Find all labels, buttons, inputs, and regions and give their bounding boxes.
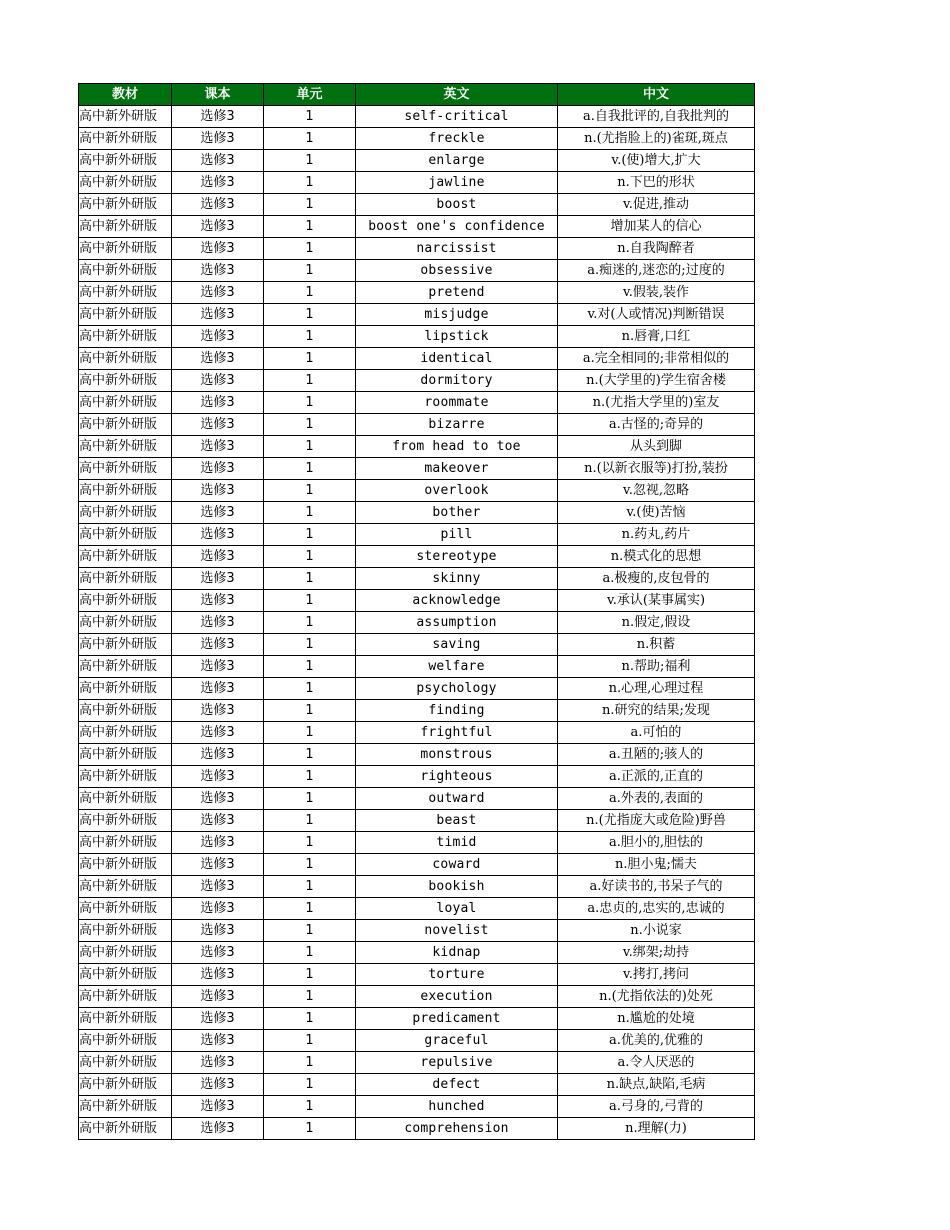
cell-chinese: n.帮助;福利 <box>558 656 755 678</box>
cell-book: 选修3 <box>172 612 264 634</box>
cell-english: welfare <box>356 656 558 678</box>
cell-english: skinny <box>356 568 558 590</box>
table-row <box>79 260 755 282</box>
cell-chinese: a.胆小的,胆怯的 <box>558 832 755 854</box>
cell-unit: 1 <box>264 326 356 348</box>
cell-unit: 1 <box>264 172 356 194</box>
cell-unit: 1 <box>264 436 356 458</box>
cell-book: 选修3 <box>172 1074 264 1096</box>
cell-book: 选修3 <box>172 942 264 964</box>
cell-english: narcissist <box>356 238 558 260</box>
cell-unit: 1 <box>264 656 356 678</box>
cell-unit: 1 <box>264 260 356 282</box>
cell-english: pill <box>356 524 558 546</box>
cell-chinese: n.尴尬的处境 <box>558 1008 755 1030</box>
cell-book: 选修3 <box>172 524 264 546</box>
cell-textbook: 高中新外研版 <box>79 700 172 722</box>
cell-unit: 1 <box>264 1008 356 1030</box>
table-row <box>79 458 755 480</box>
table-row <box>79 744 755 766</box>
table-row <box>79 678 755 700</box>
table-row <box>79 788 755 810</box>
cell-english: repulsive <box>356 1052 558 1074</box>
cell-english: bizarre <box>356 414 558 436</box>
cell-unit: 1 <box>264 876 356 898</box>
cell-book: 选修3 <box>172 458 264 480</box>
cell-chinese: a.古怪的;奇异的 <box>558 414 755 436</box>
cell-book: 选修3 <box>172 744 264 766</box>
cell-book: 选修3 <box>172 876 264 898</box>
cell-textbook: 高中新外研版 <box>79 1074 172 1096</box>
cell-textbook: 高中新外研版 <box>79 766 172 788</box>
cell-book: 选修3 <box>172 920 264 942</box>
cell-english: novelist <box>356 920 558 942</box>
cell-unit: 1 <box>264 854 356 876</box>
vocab-table <box>78 83 755 1140</box>
cell-english: jawline <box>356 172 558 194</box>
cell-english: hunched <box>356 1096 558 1118</box>
cell-book: 选修3 <box>172 194 264 216</box>
table-row <box>79 634 755 656</box>
cell-textbook: 高中新外研版 <box>79 502 172 524</box>
cell-english: freckle <box>356 128 558 150</box>
cell-textbook: 高中新外研版 <box>79 370 172 392</box>
cell-textbook: 高中新外研版 <box>79 678 172 700</box>
cell-english: graceful <box>356 1030 558 1052</box>
cell-chinese: v.促进,推动 <box>558 194 755 216</box>
header-unit: 单元 <box>264 84 356 106</box>
header-textbook: 教材 <box>79 84 172 106</box>
cell-unit: 1 <box>264 392 356 414</box>
table-row <box>79 1074 755 1096</box>
cell-chinese: n.模式化的思想 <box>558 546 755 568</box>
cell-english: misjudge <box>356 304 558 326</box>
cell-textbook: 高中新外研版 <box>79 788 172 810</box>
table-row <box>79 1030 755 1052</box>
cell-chinese: a.正派的,正直的 <box>558 766 755 788</box>
table-row <box>79 656 755 678</box>
cell-book: 选修3 <box>172 722 264 744</box>
cell-textbook: 高中新外研版 <box>79 876 172 898</box>
cell-chinese: n.(以新衣服等)打扮,装扮 <box>558 458 755 480</box>
cell-unit: 1 <box>264 216 356 238</box>
cell-book: 选修3 <box>172 546 264 568</box>
cell-textbook: 高中新外研版 <box>79 964 172 986</box>
cell-unit: 1 <box>264 194 356 216</box>
cell-unit: 1 <box>264 502 356 524</box>
cell-book: 选修3 <box>172 832 264 854</box>
cell-chinese: a.弓身的,弓背的 <box>558 1096 755 1118</box>
cell-english: dormitory <box>356 370 558 392</box>
cell-textbook: 高中新外研版 <box>79 150 172 172</box>
cell-textbook: 高中新外研版 <box>79 722 172 744</box>
cell-unit: 1 <box>264 546 356 568</box>
cell-chinese: v.对(人或情况)判断错误 <box>558 304 755 326</box>
cell-chinese: n.(尤指大学里的)室友 <box>558 392 755 414</box>
cell-book: 选修3 <box>172 1030 264 1052</box>
cell-english: makeover <box>356 458 558 480</box>
cell-textbook: 高中新外研版 <box>79 458 172 480</box>
table-row <box>79 414 755 436</box>
cell-textbook: 高中新外研版 <box>79 832 172 854</box>
cell-english: self-critical <box>356 106 558 128</box>
cell-english: timid <box>356 832 558 854</box>
cell-chinese: n.小说家 <box>558 920 755 942</box>
cell-textbook: 高中新外研版 <box>79 392 172 414</box>
cell-book: 选修3 <box>172 788 264 810</box>
cell-chinese: a.完全相同的;非常相似的 <box>558 348 755 370</box>
cell-book: 选修3 <box>172 700 264 722</box>
table-row <box>79 722 755 744</box>
cell-english: defect <box>356 1074 558 1096</box>
header-english: 英文 <box>356 84 558 106</box>
cell-textbook: 高中新外研版 <box>79 656 172 678</box>
cell-chinese: n.(尤指依法的)处死 <box>558 986 755 1008</box>
cell-english: boost <box>356 194 558 216</box>
cell-textbook: 高中新外研版 <box>79 524 172 546</box>
cell-unit: 1 <box>264 722 356 744</box>
cell-english: torture <box>356 964 558 986</box>
cell-chinese: n.积蓄 <box>558 634 755 656</box>
table-row <box>79 348 755 370</box>
cell-chinese: a.外表的,表面的 <box>558 788 755 810</box>
cell-book: 选修3 <box>172 854 264 876</box>
cell-chinese: n.理解(力) <box>558 1118 755 1140</box>
cell-textbook: 高中新外研版 <box>79 1096 172 1118</box>
cell-textbook: 高中新外研版 <box>79 568 172 590</box>
table-row <box>79 238 755 260</box>
cell-book: 选修3 <box>172 568 264 590</box>
cell-textbook: 高中新外研版 <box>79 348 172 370</box>
cell-english: roommate <box>356 392 558 414</box>
cell-chinese: a.自我批评的,自我批判的 <box>558 106 755 128</box>
cell-unit: 1 <box>264 832 356 854</box>
cell-chinese: 从头到脚 <box>558 436 755 458</box>
table-row <box>79 172 755 194</box>
cell-english: coward <box>356 854 558 876</box>
header-chinese: 中文 <box>558 84 755 106</box>
cell-unit: 1 <box>264 700 356 722</box>
cell-chinese: a.令人厌恶的 <box>558 1052 755 1074</box>
cell-unit: 1 <box>264 480 356 502</box>
table-row <box>79 1118 755 1140</box>
table-row <box>79 128 755 150</box>
cell-textbook: 高中新外研版 <box>79 590 172 612</box>
cell-english: monstrous <box>356 744 558 766</box>
cell-english: enlarge <box>356 150 558 172</box>
cell-chinese: v.忽视,忽略 <box>558 480 755 502</box>
cell-textbook: 高中新外研版 <box>79 106 172 128</box>
table-row <box>79 876 755 898</box>
table-row <box>79 480 755 502</box>
cell-textbook: 高中新外研版 <box>79 942 172 964</box>
cell-unit: 1 <box>264 1030 356 1052</box>
cell-english: righteous <box>356 766 558 788</box>
cell-textbook: 高中新外研版 <box>79 744 172 766</box>
table-header <box>79 84 755 106</box>
cell-textbook: 高中新外研版 <box>79 194 172 216</box>
cell-unit: 1 <box>264 1096 356 1118</box>
cell-unit: 1 <box>264 898 356 920</box>
cell-chinese: v.(使)增大,扩大 <box>558 150 755 172</box>
cell-book: 选修3 <box>172 656 264 678</box>
cell-unit: 1 <box>264 810 356 832</box>
cell-unit: 1 <box>264 1118 356 1140</box>
cell-english: loyal <box>356 898 558 920</box>
table-row <box>79 326 755 348</box>
cell-chinese: a.丑陋的;骇人的 <box>558 744 755 766</box>
cell-textbook: 高中新外研版 <box>79 898 172 920</box>
cell-textbook: 高中新外研版 <box>79 480 172 502</box>
cell-english: boost one's confidence <box>356 216 558 238</box>
cell-book: 选修3 <box>172 216 264 238</box>
cell-textbook: 高中新外研版 <box>79 414 172 436</box>
cell-unit: 1 <box>264 590 356 612</box>
table-body <box>79 106 755 1140</box>
cell-chinese: n.下巴的形状 <box>558 172 755 194</box>
cell-book: 选修3 <box>172 392 264 414</box>
cell-textbook: 高中新外研版 <box>79 634 172 656</box>
table-row <box>79 920 755 942</box>
cell-book: 选修3 <box>172 348 264 370</box>
table-row <box>79 194 755 216</box>
cell-book: 选修3 <box>172 128 264 150</box>
table-row <box>79 986 755 1008</box>
cell-book: 选修3 <box>172 634 264 656</box>
cell-unit: 1 <box>264 304 356 326</box>
cell-unit: 1 <box>264 238 356 260</box>
cell-chinese: a.好读书的,书呆子气的 <box>558 876 755 898</box>
table-row <box>79 854 755 876</box>
cell-book: 选修3 <box>172 766 264 788</box>
table-row <box>79 766 755 788</box>
cell-textbook: 高中新外研版 <box>79 986 172 1008</box>
cell-chinese: n.自我陶醉者 <box>558 238 755 260</box>
cell-english: execution <box>356 986 558 1008</box>
cell-textbook: 高中新外研版 <box>79 546 172 568</box>
table-row <box>79 612 755 634</box>
table-row <box>79 106 755 128</box>
table-row <box>79 524 755 546</box>
cell-textbook: 高中新外研版 <box>79 1052 172 1074</box>
cell-english: identical <box>356 348 558 370</box>
cell-book: 选修3 <box>172 502 264 524</box>
cell-chinese: v.假装,装作 <box>558 282 755 304</box>
cell-english: predicament <box>356 1008 558 1030</box>
table-row <box>79 304 755 326</box>
table-row <box>79 590 755 612</box>
cell-textbook: 高中新外研版 <box>79 260 172 282</box>
table-row <box>79 964 755 986</box>
cell-english: overlook <box>356 480 558 502</box>
cell-english: saving <box>356 634 558 656</box>
cell-unit: 1 <box>264 766 356 788</box>
cell-book: 选修3 <box>172 260 264 282</box>
cell-unit: 1 <box>264 348 356 370</box>
cell-chinese: a.极瘦的,皮包骨的 <box>558 568 755 590</box>
cell-chinese: v.绑架;劫持 <box>558 942 755 964</box>
cell-unit: 1 <box>264 744 356 766</box>
cell-textbook: 高中新外研版 <box>79 1030 172 1052</box>
cell-book: 选修3 <box>172 282 264 304</box>
cell-textbook: 高中新外研版 <box>79 436 172 458</box>
cell-book: 选修3 <box>172 1096 264 1118</box>
cell-english: bother <box>356 502 558 524</box>
cell-unit: 1 <box>264 634 356 656</box>
cell-chinese: n.胆小鬼;懦夫 <box>558 854 755 876</box>
cell-chinese: n.心理,心理过程 <box>558 678 755 700</box>
cell-unit: 1 <box>264 964 356 986</box>
cell-chinese: 增加某人的信心 <box>558 216 755 238</box>
cell-textbook: 高中新外研版 <box>79 326 172 348</box>
cell-book: 选修3 <box>172 370 264 392</box>
cell-book: 选修3 <box>172 436 264 458</box>
table-row <box>79 502 755 524</box>
cell-english: beast <box>356 810 558 832</box>
cell-book: 选修3 <box>172 678 264 700</box>
cell-textbook: 高中新外研版 <box>79 810 172 832</box>
cell-book: 选修3 <box>172 1008 264 1030</box>
cell-chinese: a.痴迷的,迷恋的;过度的 <box>558 260 755 282</box>
cell-english: frightful <box>356 722 558 744</box>
table-row <box>79 1096 755 1118</box>
table-row <box>79 282 755 304</box>
table-row <box>79 700 755 722</box>
cell-textbook: 高中新外研版 <box>79 1118 172 1140</box>
cell-unit: 1 <box>264 128 356 150</box>
cell-book: 选修3 <box>172 898 264 920</box>
cell-chinese: a.优美的,优雅的 <box>558 1030 755 1052</box>
table-row <box>79 898 755 920</box>
cell-chinese: v.承认(某事属实) <box>558 590 755 612</box>
cell-unit: 1 <box>264 920 356 942</box>
cell-english: finding <box>356 700 558 722</box>
cell-chinese: n.(大学里的)学生宿舍楼 <box>558 370 755 392</box>
cell-chinese: n.缺点,缺陷,毛病 <box>558 1074 755 1096</box>
table-row <box>79 568 755 590</box>
cell-textbook: 高中新外研版 <box>79 128 172 150</box>
cell-unit: 1 <box>264 1052 356 1074</box>
cell-chinese: v.(使)苦恼 <box>558 502 755 524</box>
table-row <box>79 1052 755 1074</box>
cell-textbook: 高中新外研版 <box>79 612 172 634</box>
cell-english: from head to toe <box>356 436 558 458</box>
cell-chinese: n.研究的结果;发现 <box>558 700 755 722</box>
header-row <box>79 84 755 106</box>
cell-chinese: n.假定,假设 <box>558 612 755 634</box>
table-row <box>79 832 755 854</box>
table-row <box>79 150 755 172</box>
cell-unit: 1 <box>264 986 356 1008</box>
cell-chinese: a.忠贞的,忠实的,忠诚的 <box>558 898 755 920</box>
cell-textbook: 高中新外研版 <box>79 238 172 260</box>
cell-chinese: v.拷打,拷问 <box>558 964 755 986</box>
cell-unit: 1 <box>264 414 356 436</box>
cell-textbook: 高中新外研版 <box>79 1008 172 1030</box>
cell-unit: 1 <box>264 612 356 634</box>
cell-chinese: n.(尤指庞大或危险)野兽 <box>558 810 755 832</box>
cell-book: 选修3 <box>172 150 264 172</box>
cell-chinese: a.可怕的 <box>558 722 755 744</box>
cell-book: 选修3 <box>172 304 264 326</box>
cell-book: 选修3 <box>172 810 264 832</box>
cell-unit: 1 <box>264 942 356 964</box>
cell-textbook: 高中新外研版 <box>79 282 172 304</box>
cell-unit: 1 <box>264 568 356 590</box>
cell-book: 选修3 <box>172 590 264 612</box>
cell-unit: 1 <box>264 1074 356 1096</box>
cell-unit: 1 <box>264 106 356 128</box>
table-row <box>79 810 755 832</box>
cell-chinese: n.药丸,药片 <box>558 524 755 546</box>
cell-textbook: 高中新外研版 <box>79 216 172 238</box>
cell-book: 选修3 <box>172 326 264 348</box>
cell-book: 选修3 <box>172 106 264 128</box>
table-row <box>79 392 755 414</box>
cell-textbook: 高中新外研版 <box>79 920 172 942</box>
cell-english: kidnap <box>356 942 558 964</box>
cell-english: lipstick <box>356 326 558 348</box>
cell-english: pretend <box>356 282 558 304</box>
cell-english: bookish <box>356 876 558 898</box>
cell-unit: 1 <box>264 458 356 480</box>
cell-book: 选修3 <box>172 964 264 986</box>
cell-english: stereotype <box>356 546 558 568</box>
cell-english: acknowledge <box>356 590 558 612</box>
cell-chinese: n.唇膏,口红 <box>558 326 755 348</box>
table-row <box>79 370 755 392</box>
cell-book: 选修3 <box>172 172 264 194</box>
cell-unit: 1 <box>264 678 356 700</box>
table-row <box>79 942 755 964</box>
cell-unit: 1 <box>264 788 356 810</box>
cell-unit: 1 <box>264 282 356 304</box>
table-row <box>79 436 755 458</box>
cell-english: obsessive <box>356 260 558 282</box>
cell-book: 选修3 <box>172 238 264 260</box>
cell-unit: 1 <box>264 370 356 392</box>
cell-textbook: 高中新外研版 <box>79 854 172 876</box>
cell-book: 选修3 <box>172 1052 264 1074</box>
cell-unit: 1 <box>264 150 356 172</box>
cell-chinese: n.(尤指脸上的)雀斑,斑点 <box>558 128 755 150</box>
cell-textbook: 高中新外研版 <box>79 304 172 326</box>
header-book: 课本 <box>172 84 264 106</box>
cell-book: 选修3 <box>172 1118 264 1140</box>
cell-book: 选修3 <box>172 414 264 436</box>
cell-book: 选修3 <box>172 480 264 502</box>
cell-unit: 1 <box>264 524 356 546</box>
cell-english: assumption <box>356 612 558 634</box>
cell-textbook: 高中新外研版 <box>79 172 172 194</box>
table-row <box>79 546 755 568</box>
table-row <box>79 1008 755 1030</box>
cell-english: outward <box>356 788 558 810</box>
cell-book: 选修3 <box>172 986 264 1008</box>
table-row <box>79 216 755 238</box>
cell-english: comprehension <box>356 1118 558 1140</box>
cell-english: psychology <box>356 678 558 700</box>
